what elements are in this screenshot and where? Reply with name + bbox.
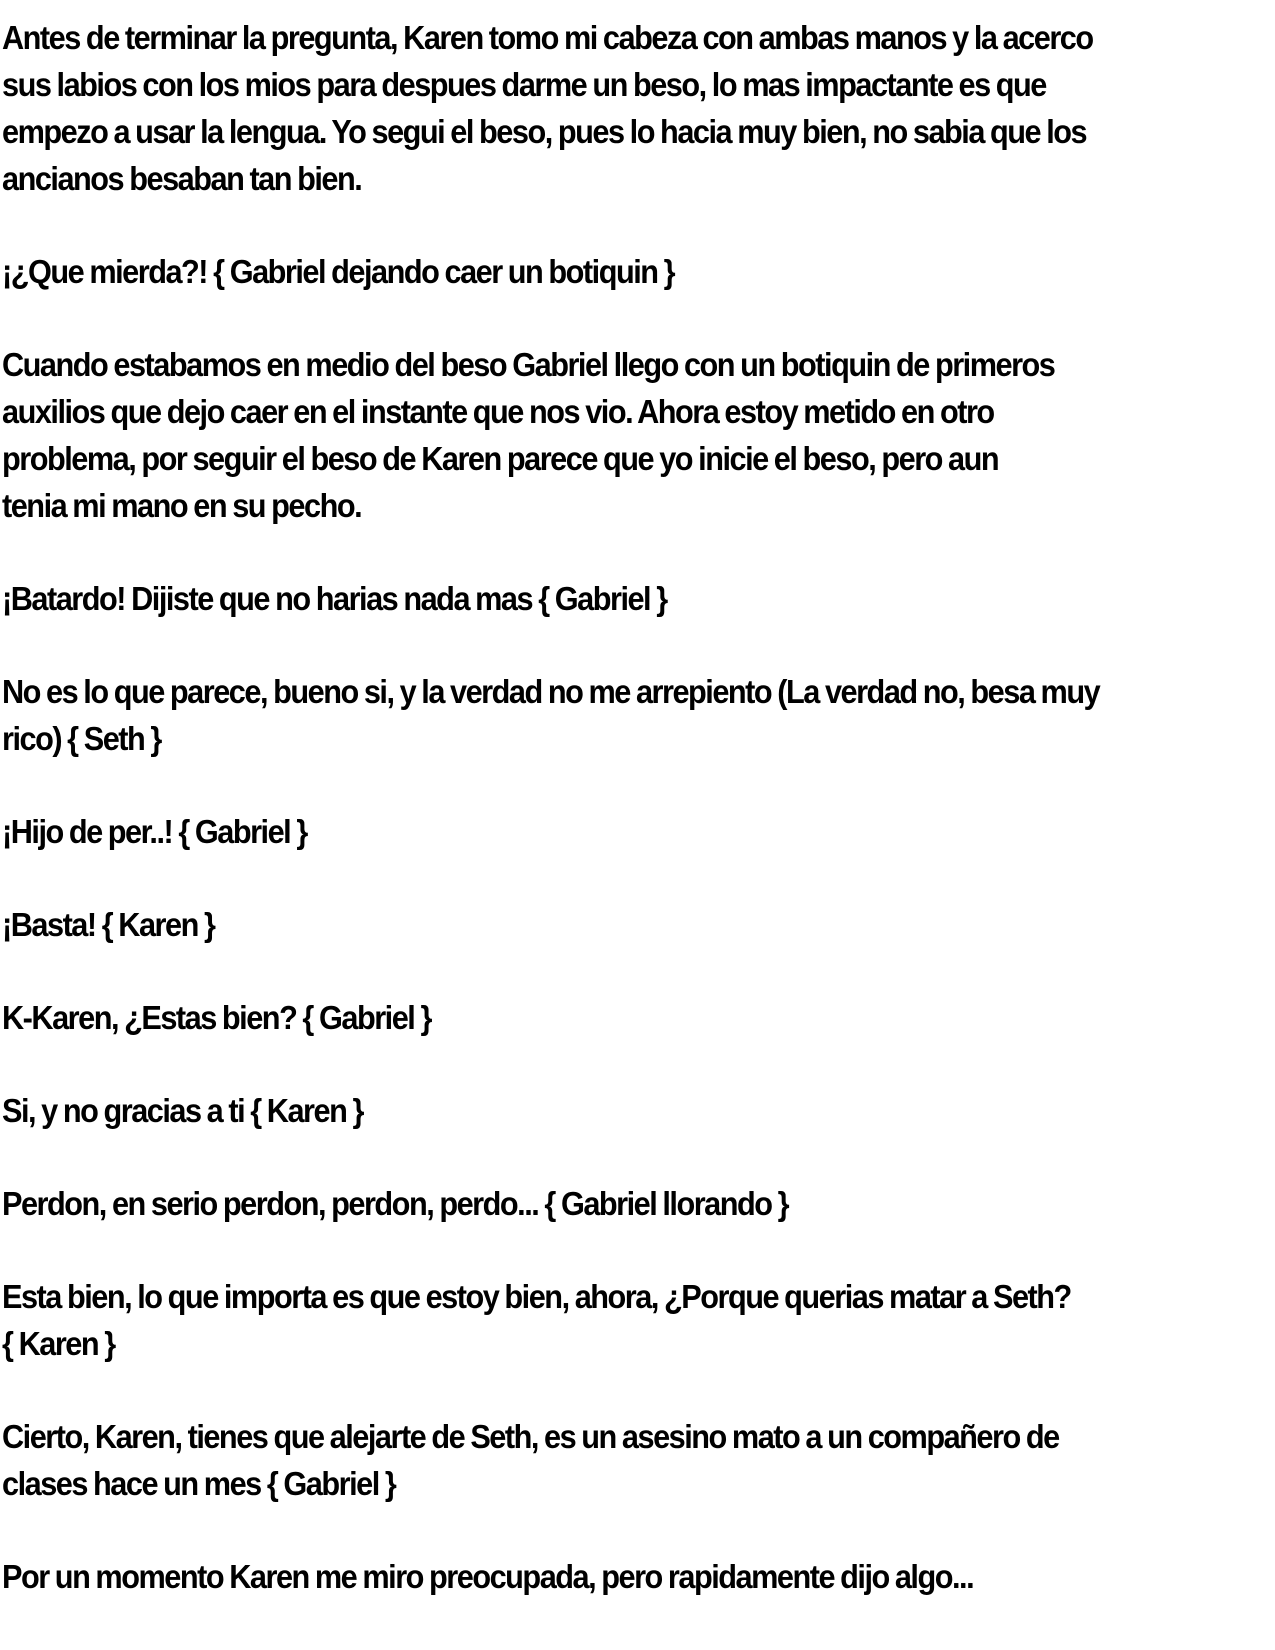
paragraph-dialogue-gabriel	[2, 1180, 1258, 1227]
text-line: K-Karen, ¿Estas bien? { Gabriel }	[2, 999, 431, 1036]
text-line: Si, y no gracias a ti { Karen }	[2, 1092, 363, 1129]
text-line: Esta bien, lo que importa es que estoy bien, ahora, ¿Porque querias matar a Seth?	[2, 1278, 1071, 1315]
text-line: empezo a usar la lengua. Yo segui el beso, pues lo hacia muy bien, no sabia que los	[2, 113, 1087, 150]
paragraph-dialogue-karen	[2, 1087, 1258, 1134]
text-line: tenia mi mano en su pecho.	[2, 487, 362, 524]
paragraph-dialogue-gabriel	[2, 1413, 1258, 1507]
text-line: ¡Hijo de per..! { Gabriel }	[2, 813, 307, 850]
text-line: { Karen }	[2, 1325, 115, 1362]
text-line: problema, por seguir el beso de Karen parece que yo inicie el beso, pero aun	[2, 440, 999, 477]
text-line: sus labios con los mios para despues darme un beso, lo mas impactante es que	[2, 66, 1046, 103]
text-line: Perdon, en serio perdon, perdon, perdo... { Gabriel llorando }	[2, 1185, 789, 1222]
paragraph-dialogue-seth	[2, 668, 1258, 762]
text-line: rico) { Seth }	[2, 720, 161, 757]
paragraph-dialogue-karen	[2, 901, 1258, 948]
text-line: Cierto, Karen, tienes que alejarte de Seth, es un asesino mato a un compañero de	[2, 1418, 1059, 1455]
paragraph-dialogue-karen	[2, 1273, 1258, 1367]
paragraph-dialogue-gabriel	[2, 575, 1258, 622]
text-line: clases hace un mes { Gabriel }	[2, 1465, 396, 1502]
paragraph-narration-gabriel-arrives	[2, 341, 1258, 529]
text-line: Antes de terminar la pregunta, Karen tomo mi cabeza con ambas manos y la acerco	[2, 19, 1093, 56]
paragraph-dialogue-gabriel	[2, 248, 1258, 295]
paragraph-dialogue-gabriel	[2, 994, 1258, 1041]
paragraph-dialogue-gabriel	[2, 808, 1258, 855]
text-line: Cuando estabamos en medio del beso Gabriel llego con un botiquin de primeros	[2, 346, 1055, 383]
text-line: ¡¿Que mierda?! { Gabriel dejando caer un botiquin }	[2, 253, 675, 290]
text-line: auxilios que dejo caer en el instante que nos vio. Ahora estoy metido en otro	[2, 393, 994, 430]
paragraph-narration-kiss	[2, 14, 1258, 202]
text-line: ancianos besaban tan bien.	[2, 160, 362, 197]
paragraph-narration-ending	[2, 1553, 1258, 1600]
text-line: ¡Basta! { Karen }	[2, 906, 215, 943]
text-line: Por un momento Karen me miro preocupada, pero rapidamente dijo algo...	[2, 1558, 974, 1595]
text-line: ¡Batardo! Dijiste que no harias nada mas { Gabriel }	[2, 580, 667, 617]
text-line: No es lo que parece, bueno si, y la verdad no me arrepiento (La verdad no, besa muy	[2, 673, 1100, 710]
